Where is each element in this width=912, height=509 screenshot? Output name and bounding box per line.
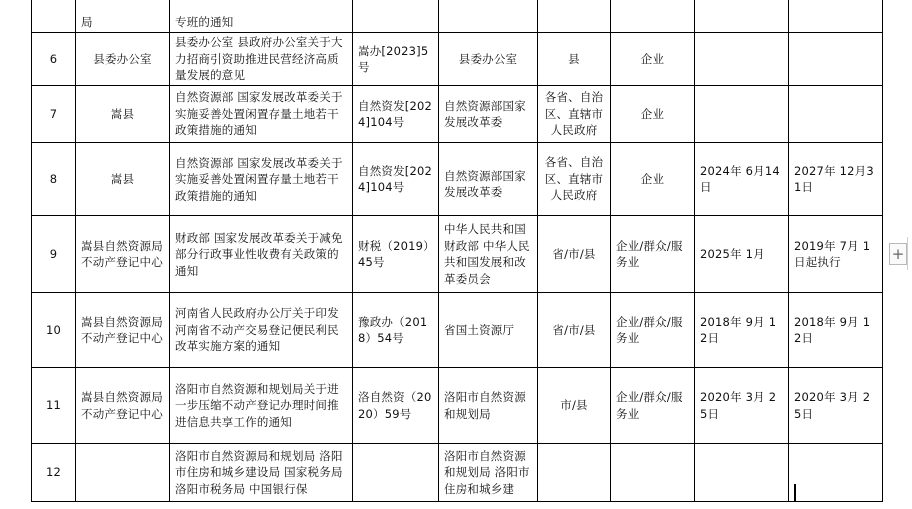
cell-target[interactable]: 企业/群众/服务业 [611, 293, 695, 368]
cell-doc-no[interactable]: 财税（2019）45号 [353, 216, 439, 293]
cell-title[interactable]: 自然资源部 国家发展改革委关于实施妥善处置闲置存量土地若干政策措施的通知 [170, 143, 353, 216]
cell-scope[interactable]: 各省、自治区、直辖市人民政府 [538, 86, 611, 143]
cell-end[interactable]: 2020年 3月 25日 [789, 368, 883, 444]
cell-start[interactable] [695, 444, 789, 502]
cell-doc-no[interactable]: 嵩办[2023]5号 [353, 33, 439, 86]
table-row [32, 444, 883, 502]
cell-num[interactable]: 10 [32, 293, 76, 368]
cell-title[interactable]: 财政部 国家发展改革委关于减免部分行政事业性收费有关政策的通知 [170, 216, 353, 293]
cell-title[interactable]: 专班的通知 [170, 0, 353, 33]
cell-title[interactable]: 洛阳市自然资源和规划局关于进一步压缩不动产登记办理时间推进信息共享工作的通知 [170, 368, 353, 444]
cell-start[interactable]: 2018年 9月 12日 [695, 293, 789, 368]
text-cursor [794, 484, 796, 501]
cell-doc-no[interactable]: 洛自然资（2020）59号 [353, 368, 439, 444]
cell-target[interactable]: 企业/群众/服务业 [611, 368, 695, 444]
table-row [32, 0, 883, 33]
cell-unit[interactable]: 嵩县 [76, 143, 170, 216]
cell-target[interactable]: 企业 [611, 33, 695, 86]
cell-scope[interactable]: 省/市/县 [538, 293, 611, 368]
cell-unit[interactable]: 嵩县自然资源局不动产登记中心 [76, 293, 170, 368]
cell-scope[interactable]: 各省、自治区、直辖市人民政府 [538, 143, 611, 216]
table-row [32, 86, 883, 143]
table-row [32, 368, 883, 444]
table-row [32, 293, 883, 368]
cell-end[interactable]: 2019年 7月 1日起执行 [789, 216, 883, 293]
table-row [32, 33, 883, 86]
cell-end[interactable] [789, 86, 883, 143]
cell-end[interactable] [789, 0, 883, 33]
policy-table [31, 0, 883, 502]
cell-target[interactable]: 企业 [611, 86, 695, 143]
cell-start[interactable]: 2025年 1月 [695, 216, 789, 293]
cell-start[interactable]: 2024年 6月14日 [695, 143, 789, 216]
cell-doc-no[interactable] [353, 444, 439, 502]
cell-issuer[interactable]: 省国土资源厅 [439, 293, 538, 368]
cell-start[interactable] [695, 33, 789, 86]
cell-scope[interactable]: 省/市/县 [538, 216, 611, 293]
cell-num[interactable]: 6 [32, 33, 76, 86]
cell-end[interactable] [789, 444, 883, 502]
cell-end[interactable]: 2018年 9月 12日 [789, 293, 883, 368]
cell-title[interactable]: 河南省人民政府办公厅关于印发河南省不动产交易登记便民利民改革实施方案的通知 [170, 293, 353, 368]
cell-num[interactable]: 11 [32, 368, 76, 444]
cell-unit[interactable]: 局 [76, 0, 170, 33]
cell-scope[interactable]: 市/县 [538, 368, 611, 444]
row-handle-guide [907, 237, 908, 270]
cell-start[interactable] [695, 86, 789, 143]
cell-doc-no[interactable]: 自然资发[2024]104号 [353, 143, 439, 216]
cell-scope[interactable]: 县 [538, 33, 611, 86]
cell-title[interactable]: 县委办公室 县政府办公室关于大力招商引资助推进民营经济高质量发展的意见 [170, 33, 353, 86]
cell-scope[interactable] [538, 444, 611, 502]
cell-unit[interactable]: 嵩县 [76, 86, 170, 143]
cell-doc-no[interactable] [353, 0, 439, 33]
cell-issuer[interactable]: 县委办公室 [439, 33, 538, 86]
table-row [32, 216, 883, 293]
cell-target[interactable]: 企业 [611, 143, 695, 216]
cell-unit[interactable] [76, 444, 170, 502]
cell-doc-no[interactable]: 豫政办（2018）54号 [353, 293, 439, 368]
cell-start[interactable]: 2020年 3月 25日 [695, 368, 789, 444]
cell-title[interactable]: 自然资源部 国家发展改革委关于实施妥善处置闲置存量土地若干政策措施的通知 [170, 86, 353, 143]
cell-num[interactable] [32, 0, 76, 33]
cell-unit[interactable]: 嵩县自然资源局不动产登记中心 [76, 216, 170, 293]
table-row [32, 143, 883, 216]
cell-end[interactable]: 2027年 12月31日 [789, 143, 883, 216]
cell-end[interactable] [789, 33, 883, 86]
cell-issuer[interactable]: 自然资源部国家发展改革委 [439, 86, 538, 143]
cell-start[interactable] [695, 0, 789, 33]
cell-num[interactable]: 9 [32, 216, 76, 293]
cell-title[interactable]: 洛阳市自然资源局和规划局 洛阳市住房和城乡建设局 国家税务局洛阳市税务局 中国银行保 [170, 444, 353, 502]
cell-num[interactable]: 8 [32, 143, 76, 216]
cell-unit[interactable]: 嵩县自然资源局不动产登记中心 [76, 368, 170, 444]
cell-unit[interactable]: 县委办公室 [76, 33, 170, 86]
cell-target[interactable]: 企业/群众/服务业 [611, 216, 695, 293]
cell-issuer[interactable]: 自然资源部国家发展改革委 [439, 143, 538, 216]
cell-scope[interactable] [538, 0, 611, 33]
cell-issuer[interactable]: 洛阳市自然资源和规划局 [439, 368, 538, 444]
cell-issuer[interactable]: 洛阳市自然资源和规划局 洛阳市住房和城乡建 [439, 444, 538, 502]
cell-issuer[interactable]: 中华人民共和国财政部 中华人民共和国发展和改革委员会 [439, 216, 538, 293]
cell-num[interactable]: 7 [32, 86, 76, 143]
cell-doc-no[interactable]: 自然资发[2024]104号 [353, 86, 439, 143]
cell-issuer[interactable] [439, 0, 538, 33]
cell-num[interactable]: 12 [32, 444, 76, 502]
cell-target[interactable] [611, 444, 695, 502]
add-row-button[interactable]: + [889, 243, 907, 265]
cell-target[interactable] [611, 0, 695, 33]
